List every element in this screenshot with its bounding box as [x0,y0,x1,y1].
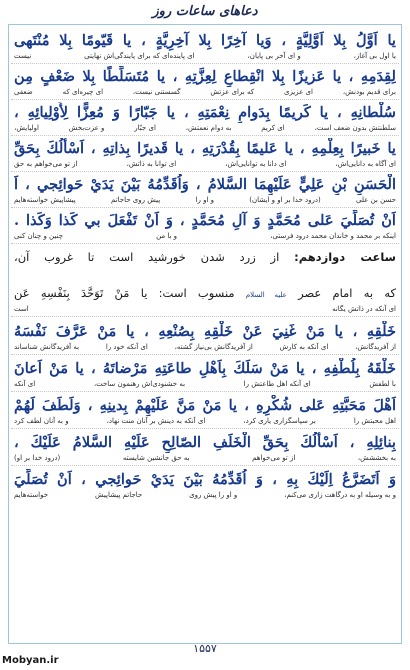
dua-line-9 [11,395,399,426]
translation-line: با لطفش ای آنکه اهل طاعتش را به خشنودی‌اش رهنمون ساخت، ای آنکه [14,380,396,388]
dua-line-11 [11,469,399,500]
dua-line-10 [11,432,399,463]
translation-line: ای آنکه در ذاتش یگانه است [14,305,396,313]
page-header [0,0,410,22]
arabic-line: يا خَبيرًا بِعِلْمِهِ ، يا عَليمًا بِقُدْرَتِهِ ، يا قَديرًا بِذاتِهِ ، اَسْأَلُكَ بِحَقِّ [14,140,396,157]
header-title: دعاهای ساعات روز [152,3,258,19]
divider [11,207,399,208]
translation-line: اهل محبتش را بر سپاسگزاری یاری کرد، ای آنکه به دینش بر آنان منت نهاد، و به آنان لطف کرد [14,417,396,425]
translation-line: یا اول بی آغاز، و ای آخر بی پایان، ای پاینده‌ای که برای پایندگی‌اش نهایتی نیست [14,52,396,60]
dua-line-5 [11,174,399,205]
dua-line-8 [11,358,399,389]
page-number: ۱۵۵۷ [193,642,217,655]
arabic-line: سُلْطانِهِ ، يا كَريمًا بِدَوامِ نِعْمَتِهِ ، يا جَبّارًا وَ مُعِزًّا لِأَوْلِيائِهِ ، [14,104,396,121]
translation-line: حسن بن علی (درود خدا بر او و ایشان) و او را پیش روی حاجاتم پیشاپیش خواسته‌هایم [14,196,396,204]
arabic-line: لِقِدَمِهِ ، يا عَزيزًا بِلا انْقِطاعٍ لِعِزَّتِهِ ، يا مُتَسَلِّطًا بِلا ضَعْفٍ مِن [14,68,396,85]
translation-line: به بخششش، از تو می‌خواهم به حق جانشین شایسته (درود خدا بر او) [14,454,396,462]
divider [11,99,399,100]
honorific-mark: عليه السلام [245,291,287,299]
arabic-line: خَلْقِهِ ، يا مَنْ غَنِيَ عَنْ خَلْقِهِ بِصُنْعِهِ ، يا مَنْ عَرَّفَ نَفْسَهُ [14,323,396,340]
attribution-text: که به امام عصر [298,286,396,300]
divider [11,135,399,136]
attribution-tail: منسوب است: يا مَنْ تَوَحَّدَ بِنَفْسِهِ عَن [14,286,235,300]
translation-line: اینکه بر محمد و خاندان محمد درود فرستی، و با من چنین و چنان کنی [14,232,396,240]
translation-line: ای آگاه به دانایی‌اش، ای دانا به توانایی‌اش، ای توانا به ذاتش، از تو می‌خواهم به حق [14,160,396,168]
translation-line: و به وسیله او به درگاهت زاری می‌کنم، و او را پیش روی حاجاتم پیشاپیش خواسته‌هایم [14,491,396,499]
arabic-line: بِنائِلِهِ ، اَسْأَلُكَ بِحَقِّ الْخَلَفِ الصّالِحِ عَلَيْهِ السَّلامُ عَلَيْكَ ، [14,434,396,451]
divider [11,465,399,466]
translation-line: از آفریدگانش، ای آنکه به کارش از آفریدگانش بی‌نیاز گشته، ای آنکه خود را به آفریدگانش شناساند [14,343,396,351]
arabic-line: وَ اَتَضَرَّعُ اِلَيْكَ بِهِ ، وَ اُقَدِّمُهُ بَيْنَ يَدَيْ حَوائِجي ، اَنْ تُصَلِّيَ [14,471,396,488]
divider [11,171,399,172]
section-text: از زرد شدن خورشید است تا غروب آن، [14,250,280,264]
watermark: Mobyan.ir [2,655,59,666]
arabic-line: يا اَوَّلُ بِلا اَوَّلِيَّةٍ ، وَيا آخِرًا بِلا آخِرِيَّةٍ ، يا قَيّومًا بِلا مُنْتَهى [14,32,396,49]
divider [11,391,399,392]
translation-line: برای قدیم بودنش، ای عزیزی که برای عزتش گسستنی نیست، ای چیره‌ای که ضعفی [14,88,396,96]
attribution-line [11,285,399,303]
dua-line-6 [11,210,399,241]
dua-line-2 [11,66,399,97]
arabic-line: اَنْ تُصَلِّيَ عَلى مُحَمَّدٍ وَ آلِ مُحَمَّدٍ ، وَ اَنْ تَفْعَلَ بي كَذا وَكَذا . [14,212,396,229]
dua-line-1 [11,30,399,61]
divider [11,316,399,317]
dua-line-3 [11,102,399,133]
arabic-line: اَهْلَ مَحَبَّتِهِ عَلى شُكْرِهِ ، يا مَنْ مَنَّ عَلَيْهِمْ بِدينِهِ ، وَلَطَفَ لَهُمْ [14,397,396,414]
dua-line-7 [11,321,399,352]
divider [11,63,399,64]
dua-line-4 [11,138,399,169]
divider [11,354,399,355]
section-heading-line [11,249,399,265]
translation-line: سلطنتش بدون ضعف است، ای کریم به دوام نعمتش، ای جبّار و عزت‌بخش اولیایش، [14,124,396,132]
divider [11,243,399,244]
arabic-line: الْحَسَنِ بْنِ عَلِيٍّ عَلَيْهِمَا السَّلامُ ، وَاُقَدِّمُهُ بَيْنَ يَدَيْ حَوائِجي ، اَ [14,176,396,193]
section-label: ساعت دوازدهم: [294,250,396,264]
divider [11,428,399,429]
arabic-line: خَلْقَهُ بِلُطْفِهِ ، يا مَنْ سَلَكَ بِاَهْلِ طاعَتِهِ مَرْضاتَهُ ، يا مَنْ اَعانَ [14,360,396,377]
